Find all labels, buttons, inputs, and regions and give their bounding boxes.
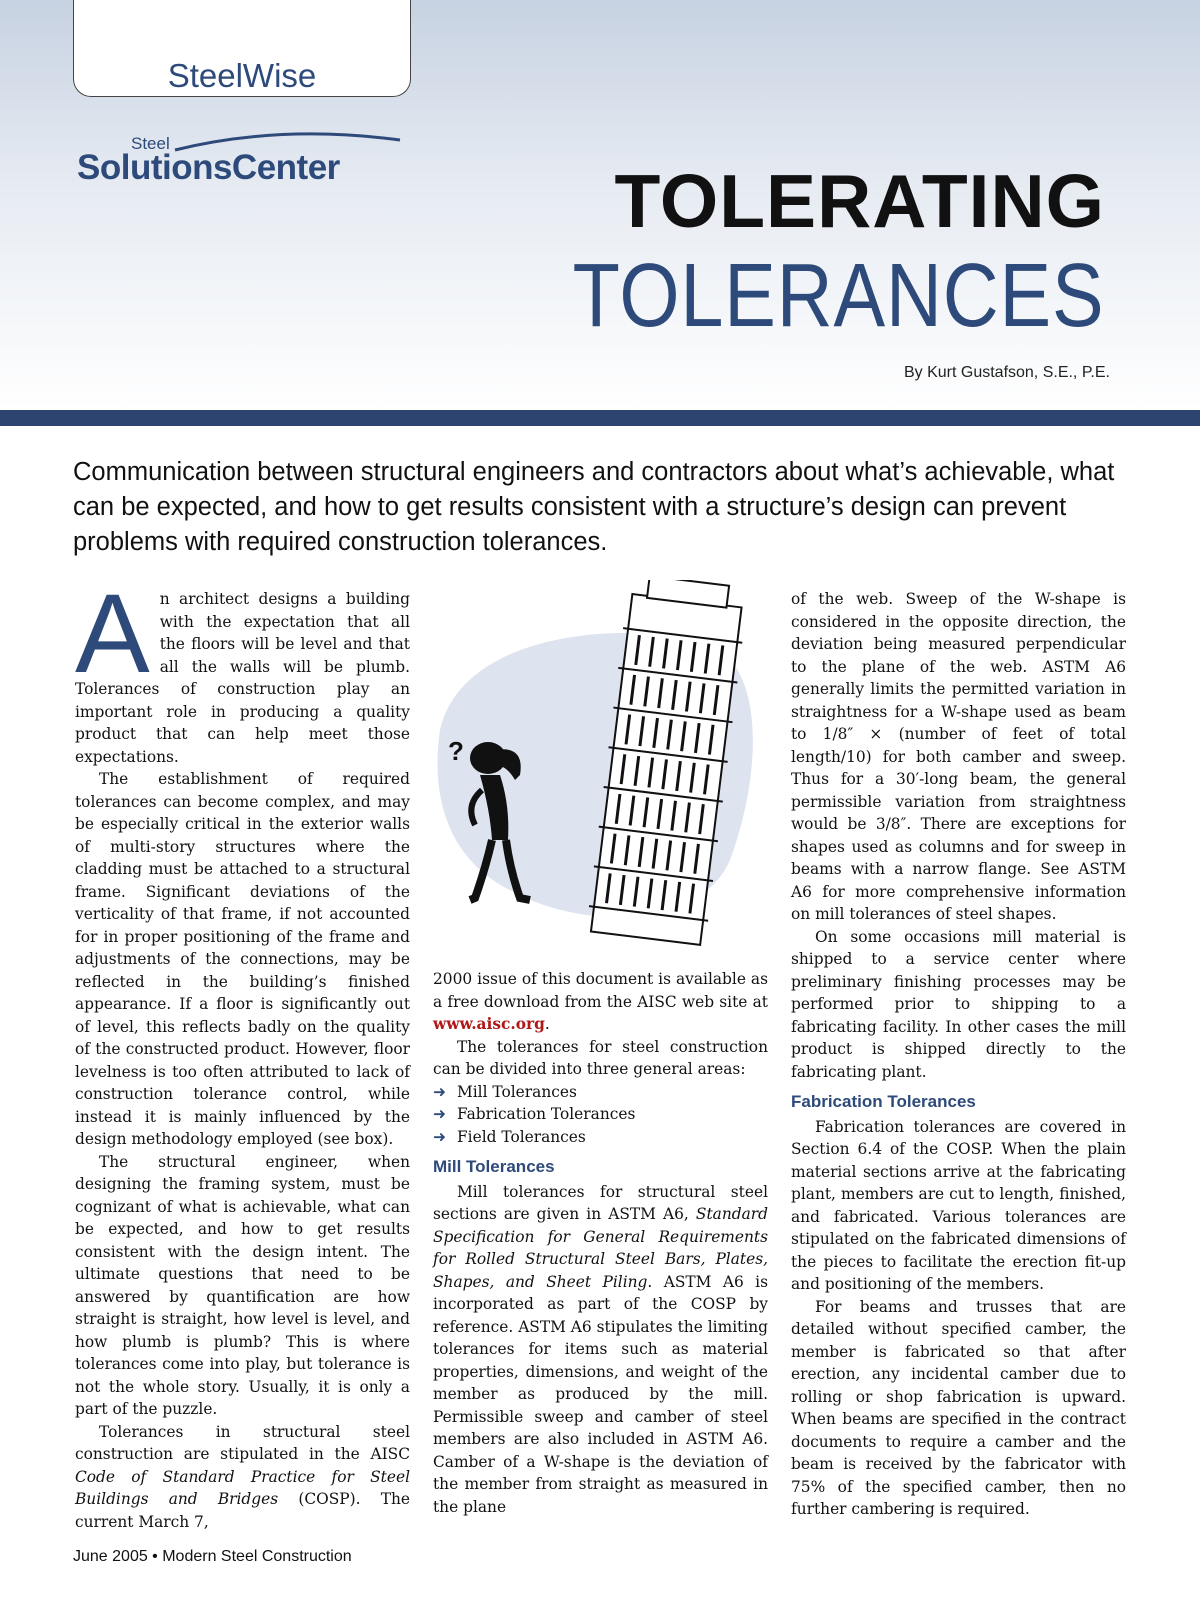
arrow-icon: ➜ — [433, 1082, 446, 1101]
column-3 — [791, 588, 1126, 1521]
paragraph: of the web. Sweep of the W-shape is considered in the opposite direction, the deviation being measured perpendicular to the plane of the web. ASTM A6 generally limits the permitted variation in straightness for a W-shape used as beam to 1/8″ × (number of feet of total length/10) for both camber and sweep. Thus for a 30′-long beam, the general permissible variation from straightness would be 3/8″. There are exceptions for shapes used as columns and for sweep in beams with a narrow flange. See ASTM A6 for more comprehensive information on mill tolerances of steel shapes. — [791, 590, 1126, 923]
question-mark: ? — [448, 736, 464, 766]
leaning-tower-illustration — [430, 580, 770, 960]
arrow-icon: ➜ — [433, 1127, 446, 1146]
paragraph: On some occasions mill material is shipped to a service center where preliminary finishing processes may be performed prior to shipping to a fabricating facility. In other cases the mill product is shipped directly to the fabricating plant. — [791, 927, 1126, 1081]
title-line-1: TOLERATING — [614, 159, 1105, 243]
section-tab — [73, 0, 411, 97]
paragraph: The establishment of required tolerances can become complex, and may be especially critical in the exterior walls of multi-story structures where the cladding must be attached to a structural frame. Significant deviations of the verticality of that frame, if not accounted for in proper positioning of the frame and adjustments of the connections, may be reflected in the building’s finished appearance. If a floor is significantly out of level, this reflects badly on the quality of the constructed product. However, floor levelness is too often attributed to lack of construction tolerance control, while instead it is mainly influenced by the design methodology employed (see box). — [75, 770, 410, 1148]
paragraph: Fabrication tolerances are covered in Section 6.4 of the COSP. When the plain material sections arrive at the fabricating plant, members are cut to length, finished, and fabricated. Various tolerances are stipulated on the fabricated dimensions of the pieces to facilitate the erection fit-up and positioning of the members. — [791, 1117, 1126, 1293]
drop-cap: A — [75, 571, 150, 696]
byline: By Kurt Gustafson, S.E., P.E. — [903, 364, 1110, 381]
solutions-center-logo: SolutionsCenter — [77, 148, 340, 187]
column-1 — [75, 571, 411, 1533]
section-tab-label: SteelWise — [167, 57, 317, 94]
deck-text: Communication between structural engineers and contractors about what’s achievable, what can be expected, and how to get results consistent with a structure’s design can prevent problems with required construction tolerances. — [73, 458, 1115, 556]
tolerance-areas-list — [433, 1081, 768, 1149]
header-divider-bar — [0, 410, 1200, 426]
paragraph: The structural engineer, when designing the framing system, must be cognizant of what is achievable, what can be expected, and how to get results consistent with the design intent. The ultimate questions that need to be answered by quantification are how straight is straight, how level is level, and how plumb is plumb? This is where tolerances come into play, but tolerance is not the whole story. Usually, it is only a part of the puzzle. — [75, 1152, 410, 1418]
aisc-link[interactable]: www.aisc.org — [433, 1015, 545, 1033]
section-heading-mill: Mill Tolerances — [433, 1157, 555, 1176]
paragraph: Tolerances in structural steel construction are stipulated in the AISC Code of Standard Practice for Steel Buildings and Bridges (COSP). The current March 7, — [75, 1422, 411, 1531]
paragraph: For beams and trusses that are detailed without specified camber, the member is fabricated so that after erection, any incidental camber due to rolling or shop fabrication is upward. When beams are specified in the contract documents to require a camber and the beam is received by the fabricator with 75% of the specified camber, then no further cambering is required. — [791, 1297, 1126, 1518]
logo-steel-text: Steel — [131, 134, 170, 153]
page-footer: June 2005 • Modern Steel Construction — [73, 1548, 352, 1565]
paragraph: n architect designs a building with the expectation that all the floors will be level and that all the walls will be plumb. Tolerances of construction play an important role in producing a quality product that can help meet those expectations. — [75, 590, 410, 766]
paragraph: The tolerances for steel construction can be divided into three general areas: — [433, 1037, 768, 1078]
list-item: ➜ Field Tolerances — [433, 1126, 768, 1149]
arrow-icon: ➜ — [433, 1105, 446, 1123]
list-item: ➜ Mill Tolerances — [433, 1081, 768, 1104]
section-heading-fabrication: Fabrication Tolerances — [791, 1092, 976, 1111]
paragraph: Mill tolerances for structural steel sections are given in ASTM A6, Standard Specification for General Requirements for Rolled Structural Steel Bars, Plates, Shapes, and Sheet Piling. ASTM A6 is incorporated as part of the COSP by reference. ASTM A6 stipulates the limiting tolerances for items such as material properties, dimensions, and weight of the member as produced by the mill. Permissible sweep and camber of steel members are also included in ASTM A6. Camber of a W-shape is the deviation of the member from straight as measured in the plane — [433, 1182, 769, 1516]
column-2 — [433, 968, 768, 1518]
list-item: ➜ Fabrication Tolerances — [433, 1103, 768, 1126]
title-line-2: TOLERANCES — [573, 246, 1105, 346]
paragraph: 2000 issue of this document is available as a free download from the AISC web site at www.aisc.org. — [433, 970, 768, 1033]
